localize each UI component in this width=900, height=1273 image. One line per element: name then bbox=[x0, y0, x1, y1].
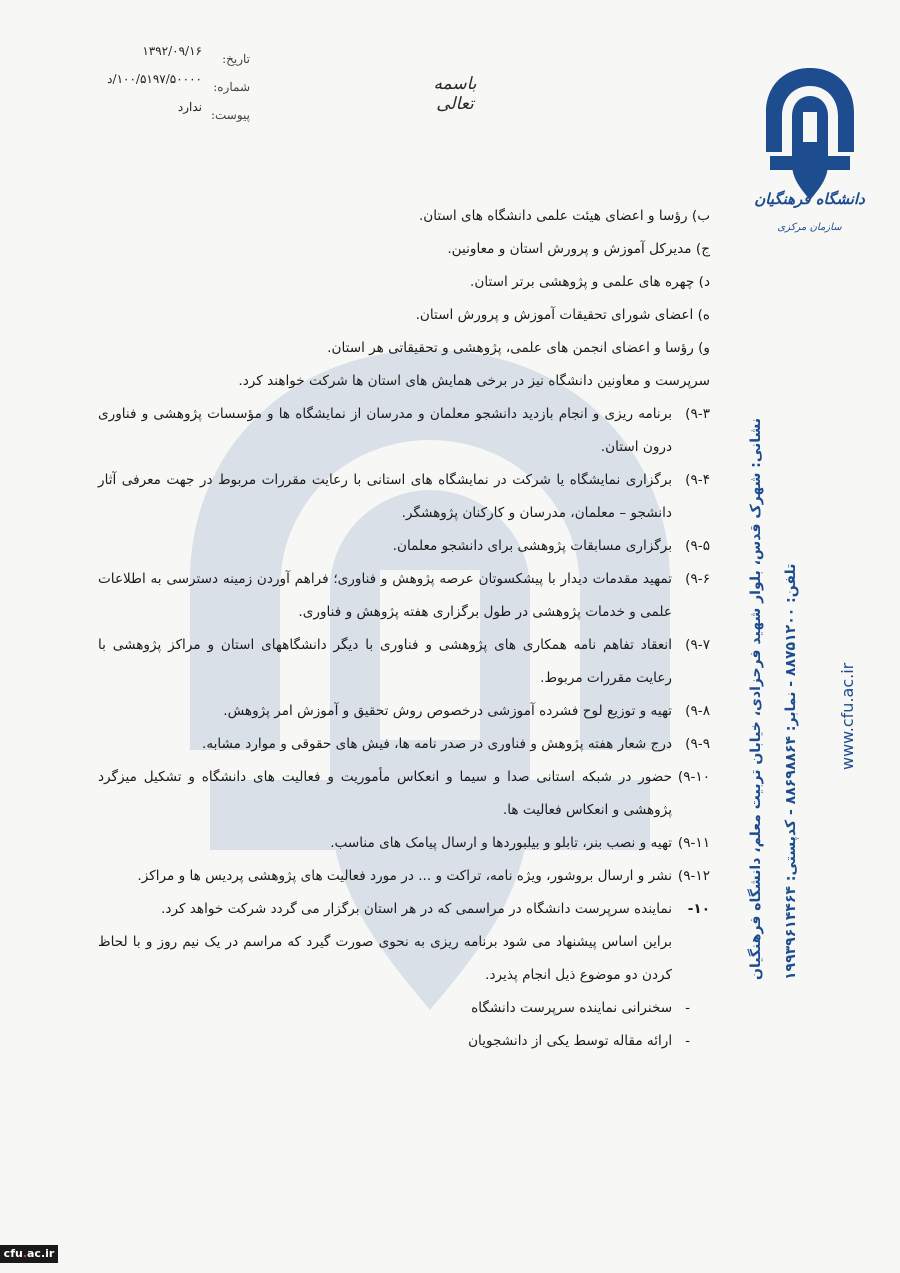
number-label: شماره: bbox=[213, 80, 250, 94]
item-number: ۹-۹) bbox=[685, 736, 710, 752]
org-name: دانشگاه فرهنگیان bbox=[754, 190, 865, 208]
item-text: برگزاری مسابقات پژوهشی برای دانشجو معلمان. bbox=[392, 538, 672, 554]
attachment-value: ندارد bbox=[177, 100, 202, 114]
bismillah-heading: باسمه تعالی bbox=[433, 74, 477, 114]
date-value: ۱۳۹۲/۰۹/۱۶ bbox=[142, 44, 202, 58]
site-tag-prefix: cfu bbox=[3, 1247, 23, 1260]
list-item bbox=[98, 563, 710, 629]
item-text: برگزاری نمایشگاه یا شرکت در نمایشگاه های استانی با رعایت مقررات مربوط در جهت معرفی آثار دانشجو – معلمان، مدرسان و کارکنان پژوهشگر. bbox=[98, 472, 672, 521]
body-line: و) رؤسا و اعضای انجمن های علمی، پژوهشی و تحقیقاتی هر استان. bbox=[327, 340, 710, 356]
proposal-paragraph bbox=[98, 926, 710, 992]
item-text: حضور در شبکه استانی صدا و سیما و انعکاس مأموریت و فعالیت های دانشگاه و تشکیل میزگرد پژوهشی و انعکاس فعالیت ها. bbox=[98, 769, 672, 818]
item-number: ۹-۱۰) bbox=[677, 769, 710, 785]
side-website-link[interactable]: www.cfu.ac.ir bbox=[838, 662, 857, 770]
attachment-row bbox=[120, 100, 250, 136]
item-text: تمهید مقدمات دیدار با پیشکسوتان عرصه پژوهش و فناوری؛ فراهم آوردن زمینه دسترسی به اطلاعات علمی و خدمات پژوهشی در طول برگزاری هفته پژوهش و فناوری. bbox=[98, 571, 672, 620]
site-tag-dot: . bbox=[22, 1247, 27, 1260]
item-text: نشر و ارسال بروشور، ویژه نامه، تراکت و ... در مورد فعالیت های پژوهشی پردیس ها و مراکز. bbox=[137, 868, 672, 884]
bullet-text: سخنرانی نماینده سرپرست دانشگاه bbox=[471, 1000, 673, 1016]
list-item bbox=[98, 398, 710, 464]
item-number: ۹-۱۱) bbox=[677, 835, 710, 851]
list-item bbox=[98, 827, 710, 860]
item-number: ۹-۶) bbox=[685, 571, 710, 587]
bullet-item: - ارائه مقاله توسط یکی از دانشجویان bbox=[468, 1033, 690, 1049]
item-number: ۹-۱۲) bbox=[677, 868, 710, 884]
body-line: سرپرست و معاونین دانشگاه نیز در برخی همایش های استان ها شرکت خواهند کرد. bbox=[238, 373, 710, 389]
list-item bbox=[98, 464, 710, 530]
body-line: ه) اعضای شورای تحقیقات آموزش و پرورش استان. bbox=[415, 307, 710, 323]
side-address: نشانی: شهرک قدس، بلوار شهید فرحزادی، خیابان تربیت معلم، دانشگاه فرهنگیان bbox=[748, 417, 764, 980]
site-tag-suffix: ac.ir bbox=[27, 1247, 55, 1260]
item-text: درج شعار هفته پژوهش و فناوری در صدر نامه ها، فیش های حقوقی و موارد مشابه. bbox=[202, 736, 672, 752]
list-item bbox=[98, 860, 710, 893]
item-number: ۹-۴) bbox=[685, 472, 710, 488]
bullet-item: - سخنرانی نماینده سرپرست دانشگاه bbox=[471, 1000, 690, 1016]
site-tag bbox=[0, 1245, 58, 1263]
body-line: ج) مدیرکل آموزش و پرورش استان و معاونین. bbox=[447, 241, 710, 257]
letter-body bbox=[98, 200, 710, 1058]
section-10 bbox=[98, 893, 710, 926]
item-text: تهیه و نصب بنر، تابلو و بیلبوردها و ارسال پیامک های مناسب. bbox=[330, 835, 672, 851]
paragraph-text: براین اساس پیشنهاد می شود برنامه ریزی به نحوی صورت گیرد که مراسم در یک نیم روز و با لحاظ کردن دو موضوع ذیل انجام پذیرد. bbox=[98, 934, 672, 983]
letter-meta bbox=[107, 44, 250, 136]
list-item bbox=[98, 629, 710, 695]
section-10-text: نماینده سرپرست دانشگاه در مراسمی که در هر استان برگزار می گردد شرکت خواهد کرد. bbox=[161, 901, 672, 917]
list-item bbox=[98, 530, 710, 563]
date-label: تاریخ: bbox=[222, 52, 250, 66]
item-number: ۹-۳) bbox=[685, 406, 710, 422]
side-phone: تلفن: ۸۸۷۵۱۲۰۰ - نمابر: ۸۸۶۹۸۸۶۴ - کدپستی: ۱۹۹۳۹۶۱۴۴۶۴ bbox=[783, 563, 799, 980]
body-line: ب) رؤسا و اعضای هیئت علمی دانشگاه های استان. bbox=[418, 208, 710, 224]
list-item bbox=[98, 695, 710, 728]
item-text: انعقاد تفاهم نامه همکاری های پژوهشی و فناوری با دیگر دانشگاههای استان و مراکز پژوهشی با رعایت مقررات مربوط. bbox=[98, 637, 672, 686]
list-item bbox=[98, 761, 710, 827]
attachment-label: پیوست: bbox=[210, 108, 250, 122]
item-text: برنامه ریزی و انجام بازدید دانشجو معلمان و مدرسان از نمایشگاه ها و مؤسسات پژوهشی و فناوری درون استان. bbox=[98, 406, 672, 455]
item-number: ۹-۸) bbox=[685, 703, 710, 719]
item-number: ۹-۵) bbox=[685, 538, 710, 554]
org-subtitle: سازمان مرکزی bbox=[777, 222, 842, 233]
bullet-text: ارائه مقاله توسط یکی از دانشجویان bbox=[468, 1033, 673, 1049]
number-value: ۱۰۰/۵۱۹۷/۵۰۰۰۰/د bbox=[107, 72, 202, 86]
body-line: د) چهره های علمی و پژوهشی برتر استان. bbox=[470, 274, 710, 290]
list-item bbox=[98, 728, 710, 761]
item-text: تهیه و توزیع لوح فشرده آموزشی درخصوص روش تحقیق و آموزش امر پژوهش. bbox=[223, 703, 672, 719]
section-10-number: ۱۰- bbox=[687, 901, 710, 917]
item-number: ۹-۷) bbox=[685, 637, 710, 653]
